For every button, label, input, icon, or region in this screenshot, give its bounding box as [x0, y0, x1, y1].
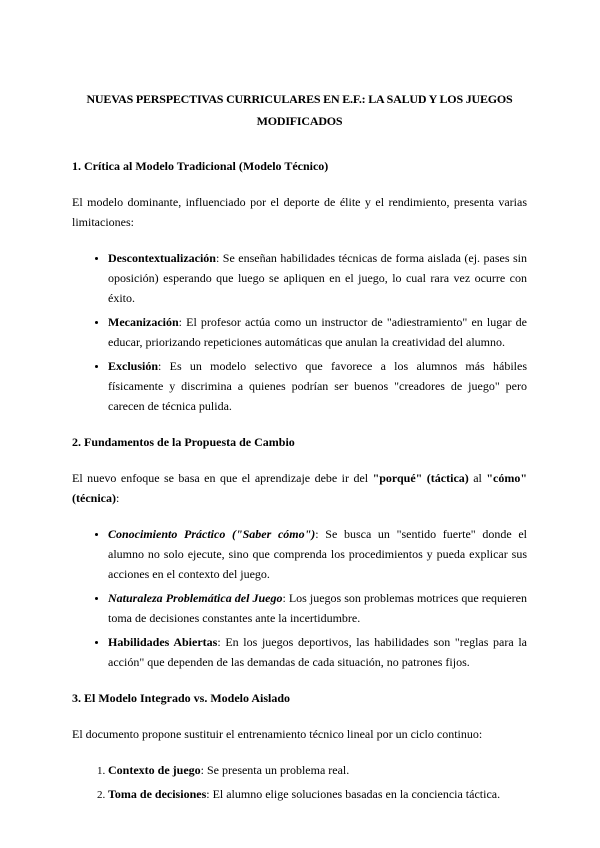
intro-text: : — [115, 491, 120, 505]
section-2-intro — [72, 468, 527, 508]
intro-emphasis-porque: "porqué" (táctica) — [372, 471, 469, 485]
list-item — [108, 356, 527, 416]
section-1-list — [72, 248, 527, 416]
list-item-text: : Se busca un "sentido fuerte" donde el alumno no solo ejecute, sino que comprenda los procedimientos y pueda explicar sus acciones en el contexto del juego. — [108, 527, 527, 581]
section-heading-1: 1. Crítica al Modelo Tradicional (Modelo Técnico) — [72, 159, 329, 173]
list-item — [108, 524, 527, 584]
section-1-intro: El modelo dominante, influenciado por el deporte de élite y el rendimiento, presenta varias limitaciones: — [72, 195, 527, 229]
list-item-term: Naturaleza Problemática del Juego — [108, 591, 283, 605]
list-item-text: : El profesor actúa como un instructor de "adiestramiento" en lugar de educar, priorizando repeticiones automáticas que anulan la creatividad del alumno. — [108, 315, 527, 349]
section-3-intro: El documento propone sustituir el entrenamiento técnico lineal por un ciclo continuo: — [72, 727, 483, 741]
section-heading-2: 2. Fundamentos de la Propuesta de Cambio — [72, 435, 295, 449]
list-item-text: : Se enseñan habilidades técnicas de forma aislada (ej. pases sin oposición) esperando que luego se apliquen en el juego, lo cual rara vez ocurre con éxito. — [108, 251, 527, 305]
list-item-term: Mecanización — [108, 315, 179, 329]
list-item — [108, 784, 527, 804]
list-item — [108, 248, 527, 308]
intro-text: al — [468, 471, 487, 485]
document-title: NUEVAS PERSPECTIVAS CURRICULARES EN E.F.: LA SALUD Y LOS JUEGOS MODIFICADOS — [86, 92, 513, 128]
list-item-text: : Se presenta un problema real. — [200, 763, 350, 777]
section-2-list — [72, 524, 527, 672]
list-item-text: : El alumno elige soluciones basadas en la conciencia táctica. — [206, 787, 501, 801]
list-item-text: : Es un modelo selectivo que favorece a los alumnos más hábiles físicamente y discrimina a quienes podrían ser buenos "creadores de juego" pero carecen de técnica pulida. — [108, 359, 527, 413]
document-page — [72, 88, 527, 820]
list-item — [108, 632, 527, 672]
intro-text: El nuevo enfoque se basa en que el aprendizaje debe ir del — [72, 471, 373, 485]
list-item — [108, 312, 527, 352]
list-item — [108, 588, 527, 628]
section-3-list — [72, 760, 527, 804]
list-item — [108, 760, 527, 780]
list-item-term: Habilidades Abiertas — [108, 635, 218, 649]
list-item-term: Exclusión — [108, 359, 159, 373]
section-heading-3: 3. El Modelo Integrado vs. Modelo Aislado — [72, 691, 291, 705]
intro-emphasis-como: "cómo" (técnica) — [72, 471, 527, 505]
list-item-term: Conocimiento Práctico ("Saber cómo") — [108, 527, 316, 541]
list-item-term: Contexto de juego — [108, 763, 201, 777]
list-item-text: : Los juegos son problemas motrices que requieren toma de decisiones constantes ante la incertidumbre. — [108, 591, 527, 625]
list-item-text: : En los juegos deportivos, las habilidades son "reglas para la acción" que dependen de las demandas de cada situación, no patrones fijos. — [108, 635, 528, 669]
list-item-term: Descontextualización — [108, 251, 216, 265]
list-item-term: Toma de decisiones — [108, 787, 207, 801]
